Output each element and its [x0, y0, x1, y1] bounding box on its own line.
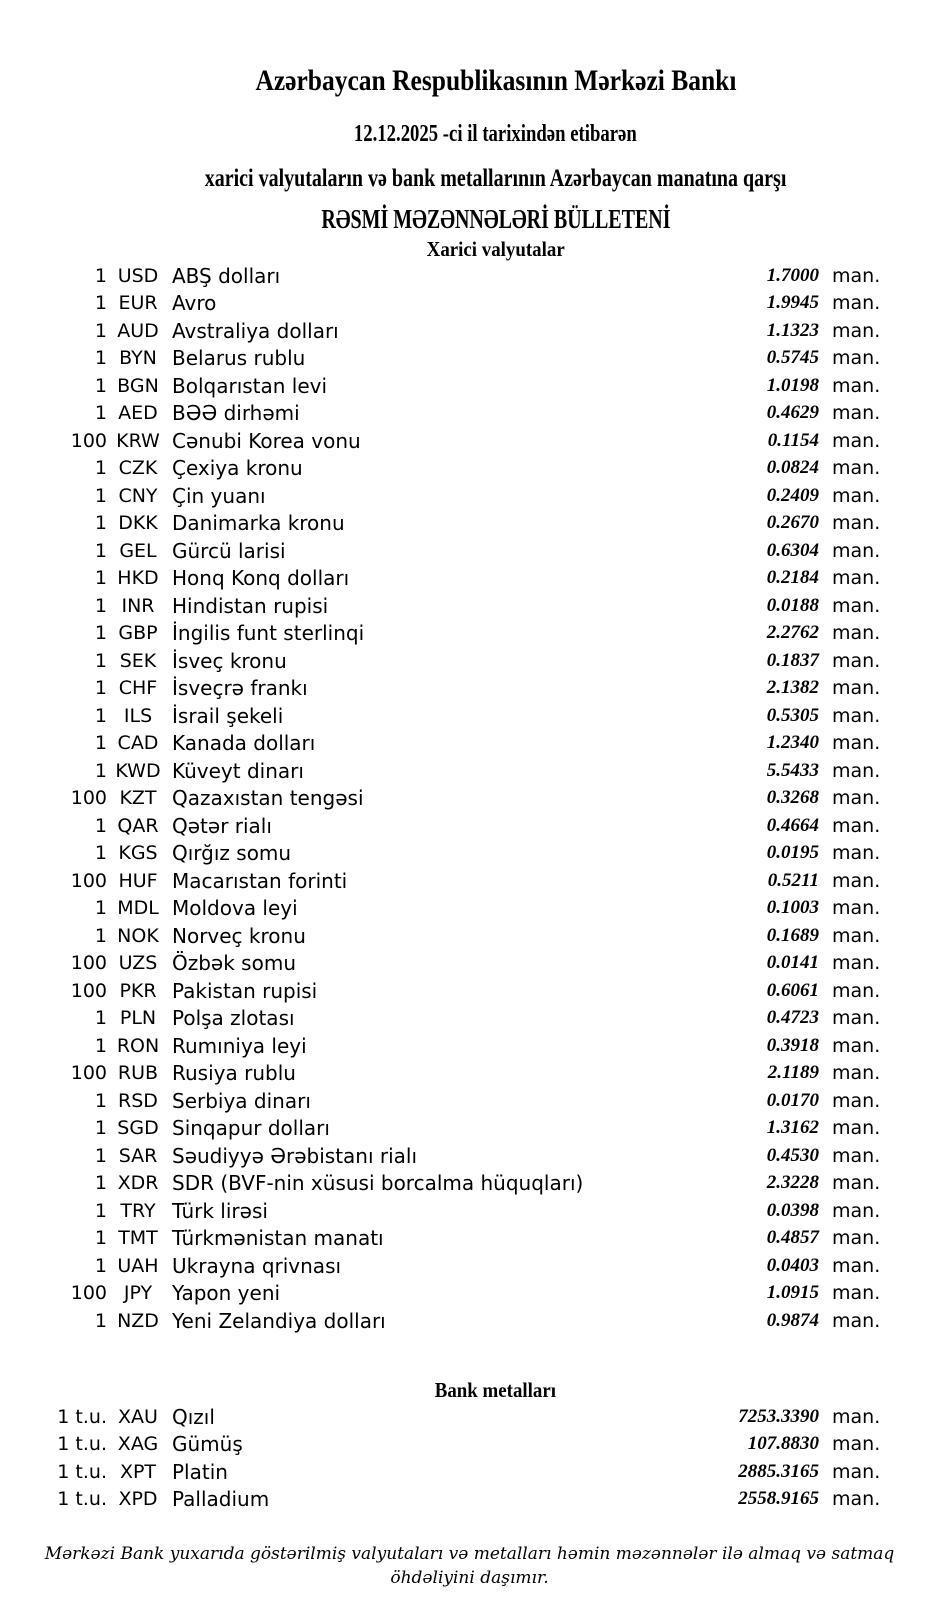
rate-row [0, 565, 883, 593]
currency-name: Belarus rublu [172, 346, 306, 371]
rate-value: 0.5745 [766, 347, 819, 369]
currency-name: İsveç kronu [172, 648, 287, 673]
rate-row [0, 290, 883, 318]
currency-name: Qazaxıstan tengəsi [172, 786, 364, 811]
unit-label: man. [832, 1007, 881, 1030]
currency-name: BƏƏ dirhəmi [172, 401, 300, 426]
currency-name: Platin [172, 1459, 228, 1484]
currency-code: GBP [118, 622, 158, 645]
currency-code: KRW [116, 429, 160, 452]
rate-row [0, 647, 883, 675]
effective-date-line [52, 119, 939, 151]
quantity-value: 1 [94, 677, 107, 700]
rate-value: 0.0170 [766, 1089, 819, 1111]
currency-name: Honq Konq dolları [172, 566, 350, 591]
unit-label: man. [832, 292, 881, 315]
unit-label: man. [832, 897, 881, 920]
subtitle-line [52, 163, 939, 197]
currency-name: Norveç kronu [172, 923, 306, 948]
rate-value: 2.2762 [766, 622, 819, 644]
quantity-value: 100 [70, 787, 107, 810]
currency-code: KZT [119, 787, 157, 810]
rate-row [0, 977, 883, 1005]
currency-code: SEK [119, 649, 157, 672]
currency-name: Yeni Zelandiya dolları [172, 1308, 386, 1333]
rate-value: 0.5211 [767, 869, 819, 891]
currency-name: Səudiyyə Ərəbistanı rialı [172, 1143, 418, 1168]
quantity-value: 1 [94, 374, 107, 397]
rate-row [0, 1225, 883, 1253]
currency-code: AUD [117, 319, 159, 342]
rate-row [0, 1032, 883, 1060]
rate-value: 0.0188 [766, 594, 819, 616]
rate-value: 0.1154 [767, 429, 819, 451]
quantity-value: 100 [70, 952, 107, 975]
quantity-value: 1 [94, 897, 107, 920]
currency-code: HKD [117, 567, 159, 590]
currency-name: Özbək somu [172, 951, 296, 976]
rate-row [0, 427, 883, 455]
rate-value: 2.3228 [766, 1172, 819, 1194]
currency-code: PLN [119, 1007, 157, 1030]
currency-code: NOK [117, 924, 159, 947]
currencies-table [0, 262, 883, 1335]
quantity-value: 1 [94, 319, 107, 342]
rate-row [0, 867, 883, 895]
rate-row [0, 1403, 883, 1431]
quantity-value: 1 [94, 512, 107, 535]
rate-row [0, 1431, 883, 1459]
subtitle: xarici valyutaların və bank metallarının Azərbaycan manatına qarşı [204, 165, 787, 192]
currency-name: Rusiya rublu [172, 1061, 296, 1086]
rate-row [0, 1087, 883, 1115]
rate-value: 0.4723 [766, 1007, 819, 1029]
quantity-value: 1 [94, 1172, 107, 1195]
unit-label: man. [832, 1309, 881, 1332]
quantity-value: 1 t.u. [57, 1405, 107, 1428]
unit-label: man. [832, 429, 881, 452]
quantity-value: 1 [94, 1227, 107, 1250]
quantity-value: 1 [94, 704, 107, 727]
unit-label: man. [832, 814, 881, 837]
unit-label: man. [832, 539, 881, 562]
currency-name: Rumıniya leyi [172, 1033, 307, 1058]
unit-label: man. [832, 594, 881, 617]
bank-title: Azərbaycan Respublikasının Mərkəzi Bankı [254, 64, 736, 97]
metals-table [0, 1403, 883, 1513]
quantity-value: 1 t.u. [57, 1460, 107, 1483]
rate-value: 1.0915 [766, 1282, 819, 1304]
quantity-value: 100 [70, 1282, 107, 1305]
currency-code: CZK [118, 457, 158, 480]
unit-label: man. [832, 649, 881, 672]
quantity-value: 1 [94, 457, 107, 480]
currency-name: Küveyt dinarı [172, 758, 304, 783]
rate-row [0, 757, 883, 785]
bulletin-title-line [52, 202, 939, 240]
quantity-value: 1 [94, 347, 107, 370]
currency-code: AED [118, 402, 158, 425]
rate-value: 0.3268 [766, 787, 819, 809]
rate-row [0, 1280, 883, 1308]
document-header [52, 60, 939, 240]
rate-row [0, 950, 883, 978]
currency-name: Avstraliya dolları [172, 318, 339, 343]
quantity-value: 1 [94, 759, 107, 782]
unit-label: man. [832, 869, 881, 892]
currency-code: UAH [117, 1254, 159, 1277]
currency-code: DKK [118, 512, 158, 535]
currency-name: Qırğız somu [172, 841, 292, 866]
rate-value: 0.1837 [766, 649, 819, 671]
rate-value: 2.1189 [767, 1062, 819, 1084]
quantity-value: 1 [94, 732, 107, 755]
unit-label: man. [832, 622, 881, 645]
rate-row [0, 455, 883, 483]
rate-row [0, 1486, 883, 1514]
rate-row [0, 1458, 883, 1486]
unit-label: man. [832, 347, 881, 370]
currency-code: BYN [119, 347, 157, 370]
rate-row [0, 592, 883, 620]
bulletin-title: RƏSMİ MƏZƏNNƏLƏRİ BÜLLETENİ [320, 204, 671, 234]
currency-name: İngilis funt sterlinqi [172, 621, 365, 646]
currency-code: HUF [118, 869, 158, 892]
unit-label: man. [832, 924, 881, 947]
currency-name: Kanada dolları [172, 731, 316, 756]
rate-row [0, 1197, 883, 1225]
rate-value: 0.1003 [766, 897, 819, 919]
currency-code: MDL [117, 897, 159, 920]
rate-row [0, 702, 883, 730]
unit-label: man. [832, 1089, 881, 1112]
rate-row [0, 895, 883, 923]
unit-label: man. [832, 1117, 881, 1140]
currency-name: Avro [172, 291, 217, 316]
currency-name: Yapon yeni [172, 1281, 281, 1306]
currency-code: ILS [123, 704, 153, 727]
bank-title-line [52, 64, 939, 102]
rate-value: 0.4629 [766, 402, 819, 424]
rate-row [0, 1115, 883, 1143]
unit-label: man. [832, 979, 881, 1002]
rate-row [0, 482, 883, 510]
rate-value: 0.1689 [766, 924, 819, 946]
rate-value: 1.2340 [766, 732, 819, 754]
quantity-value: 1 [94, 1007, 107, 1030]
currency-name: Sinqapur dolları [172, 1116, 330, 1141]
rate-row [0, 345, 883, 373]
rate-value: 1.0198 [766, 374, 819, 396]
unit-label: man. [832, 1282, 881, 1305]
rate-value: 2885.3165 [738, 1460, 819, 1482]
quantity-value: 1 [94, 484, 107, 507]
currency-code: RON [116, 1034, 160, 1057]
rate-row [0, 840, 883, 868]
quantity-value: 1 t.u. [57, 1488, 107, 1511]
currency-name: Danimarka kronu [172, 511, 345, 536]
disclaimer-line [0, 1542, 939, 1590]
quantity-value: 1 [94, 402, 107, 425]
rate-value: 1.1323 [766, 319, 819, 341]
effective-date: 12.12.2025 -ci il tarixindən etibarən [354, 121, 637, 147]
unit-label: man. [832, 319, 881, 342]
currency-code: CHF [118, 677, 158, 700]
quantity-value: 1 [94, 1034, 107, 1057]
quantity-value: 1 [94, 539, 107, 562]
rate-row [0, 1005, 883, 1033]
quantity-value: 1 [94, 1089, 107, 1112]
rate-row [0, 1060, 883, 1088]
currency-code: TMT [118, 1227, 158, 1250]
currency-code: BGN [117, 374, 159, 397]
currency-code: INR [121, 594, 155, 617]
unit-label: man. [832, 567, 881, 590]
quantity-value: 1 [94, 622, 107, 645]
currency-code: XPT [119, 1460, 157, 1483]
quantity-value: 100 [70, 979, 107, 1002]
quantity-value: 1 t.u. [57, 1433, 107, 1456]
currency-code: USD [117, 264, 159, 287]
rate-value: 0.4857 [766, 1227, 819, 1249]
rate-value: 0.0824 [766, 457, 819, 479]
unit-label: man. [832, 787, 881, 810]
unit-label: man. [832, 1199, 881, 1222]
quantity-value: 100 [70, 869, 107, 892]
unit-label: man. [832, 1227, 881, 1250]
unit-label: man. [832, 512, 881, 535]
rate-value: 0.4530 [766, 1144, 819, 1166]
rate-row [0, 1170, 883, 1198]
unit-label: man. [832, 1488, 881, 1511]
rate-value: 1.9945 [766, 292, 819, 314]
rate-row [0, 785, 883, 813]
quantity-value: 1 [94, 1144, 107, 1167]
rate-row [0, 1142, 883, 1170]
unit-label: man. [832, 264, 881, 287]
unit-label: man. [832, 484, 881, 507]
rate-value: 0.3918 [766, 1034, 819, 1056]
unit-label: man. [832, 1460, 881, 1483]
currency-code: KGS [118, 842, 158, 865]
currency-name: Qətər rialı [172, 813, 272, 838]
quantity-value: 100 [70, 1062, 107, 1085]
unit-label: man. [832, 704, 881, 727]
quantity-value: 1 [94, 264, 107, 287]
rate-row [0, 317, 883, 345]
rate-row [0, 620, 883, 648]
currency-name: Macarıstan forinti [172, 868, 348, 893]
quantity-value: 1 [94, 292, 107, 315]
currency-code: CNY [118, 484, 158, 507]
currency-code: EUR [118, 292, 158, 315]
quantity-value: 1 [94, 567, 107, 590]
unit-label: man. [832, 842, 881, 865]
rate-value: 107.8830 [747, 1433, 819, 1455]
currency-code: CAD [117, 732, 159, 755]
currency-name: Moldova leyi [172, 896, 298, 921]
rate-value: 0.0141 [766, 952, 819, 974]
rate-value: 0.0398 [766, 1199, 819, 1221]
currency-name: Serbiya dinarı [172, 1088, 311, 1113]
currencies-section-title-text: Xarici valyutalar [426, 237, 565, 261]
rate-value: 7253.3390 [738, 1405, 819, 1427]
quantity-value: 1 [94, 1117, 107, 1140]
rate-value: 0.2409 [766, 484, 819, 506]
quantity-value: 1 [94, 594, 107, 617]
unit-label: man. [832, 1405, 881, 1428]
unit-label: man. [832, 952, 881, 975]
currency-code: QAR [117, 814, 159, 837]
currency-name: İsveçrə frankı [172, 676, 308, 701]
unit-label: man. [832, 374, 881, 397]
unit-label: man. [832, 457, 881, 480]
currency-code: XDR [117, 1172, 159, 1195]
unit-label: man. [832, 1433, 881, 1456]
currencies-section-title [52, 236, 939, 264]
rate-value: 1.3162 [766, 1117, 819, 1139]
rate-value: 0.9874 [766, 1309, 819, 1331]
rate-value: 1.7000 [766, 264, 819, 286]
currency-name: Cənubi Korea vonu [172, 428, 361, 453]
quantity-value: 1 [94, 814, 107, 837]
rate-row [0, 400, 883, 428]
rate-row [0, 1252, 883, 1280]
quantity-value: 1 [94, 924, 107, 947]
unit-label: man. [832, 1144, 881, 1167]
currency-name: Qızıl [172, 1404, 215, 1429]
rate-value: 0.5305 [766, 704, 819, 726]
unit-label: man. [832, 759, 881, 782]
rate-value: 0.6061 [766, 979, 819, 1001]
unit-label: man. [832, 402, 881, 425]
currency-code: GEL [119, 539, 157, 562]
rate-value: 0.2670 [766, 512, 819, 534]
currency-code: XPD [118, 1488, 158, 1511]
quantity-value: 1 [94, 1309, 107, 1332]
unit-label: man. [832, 1254, 881, 1277]
currency-name: Çin yuanı [172, 483, 266, 508]
currency-code: UZS [118, 952, 158, 975]
rate-row [0, 675, 883, 703]
quantity-value: 1 [94, 1254, 107, 1277]
currency-code: SGD [117, 1117, 159, 1140]
rate-row [0, 1307, 883, 1335]
quantity-value: 1 [94, 842, 107, 865]
currency-name: Türkmənistan manatı [172, 1226, 384, 1251]
rate-value: 0.2184 [766, 567, 819, 589]
rate-value: 0.0195 [766, 842, 819, 864]
rate-row [0, 262, 883, 290]
rate-row [0, 730, 883, 758]
currency-code: SAR [118, 1144, 158, 1167]
rate-row [0, 510, 883, 538]
unit-label: man. [832, 1172, 881, 1195]
rate-row [0, 922, 883, 950]
rate-value: 0.4664 [766, 814, 819, 836]
disclaimer-text: Mərkəzi Bank yuxarıda göstərilmiş valyutaları və metalları həmin məzənnələr ilə almaq və satmaq öhdəliyini daşımır. [44, 1544, 895, 1588]
quantity-value: 100 [70, 429, 107, 452]
currency-name: ABŞ dolları [172, 263, 281, 288]
currency-name: Gürcü larisi [172, 538, 286, 563]
rate-row [0, 812, 883, 840]
currency-name: Hindistan rupisi [172, 593, 329, 618]
quantity-value: 1 [94, 1199, 107, 1222]
currency-name: Gümüş [172, 1432, 243, 1457]
rate-value: 0.6304 [766, 539, 819, 561]
currency-name: Pakistan rupisi [172, 978, 318, 1003]
currency-code: NZD [117, 1309, 159, 1332]
currency-code: RUB [117, 1062, 159, 1085]
currency-code: XAU [118, 1405, 158, 1428]
currency-name: Bolqarıstan levi [172, 373, 328, 398]
currency-code: JPY [123, 1282, 153, 1305]
rate-value: 5.5433 [766, 759, 819, 781]
currency-code: KWD [115, 759, 161, 782]
currency-name: Ukrayna qrivnası [172, 1253, 342, 1278]
rate-value: 0.0403 [766, 1254, 819, 1276]
metals-section-title [52, 1377, 939, 1405]
unit-label: man. [832, 732, 881, 755]
rate-value: 2.1382 [766, 677, 819, 699]
rate-row [0, 372, 883, 400]
currency-code: XAG [117, 1433, 159, 1456]
rate-value: 2558.9165 [738, 1488, 819, 1510]
rate-row [0, 537, 883, 565]
currency-name: Polşa zlotası [172, 1006, 295, 1031]
unit-label: man. [832, 1062, 881, 1085]
currency-name: SDR (BVF-nin xüsusi borcalma hüquqları) [172, 1171, 584, 1196]
unit-label: man. [832, 1034, 881, 1057]
currency-code: TRY [120, 1199, 156, 1222]
currency-name: Palladium [172, 1487, 270, 1512]
quantity-value: 1 [94, 649, 107, 672]
currency-code: PKR [119, 979, 157, 1002]
currency-code: RSD [118, 1089, 158, 1112]
currency-name: Türk lirəsi [172, 1198, 268, 1223]
unit-label: man. [832, 677, 881, 700]
metals-section-title-text: Bank metalları [434, 1378, 557, 1402]
currency-name: İsrail şekeli [172, 703, 284, 728]
currency-name: Çexiya kronu [172, 456, 303, 481]
